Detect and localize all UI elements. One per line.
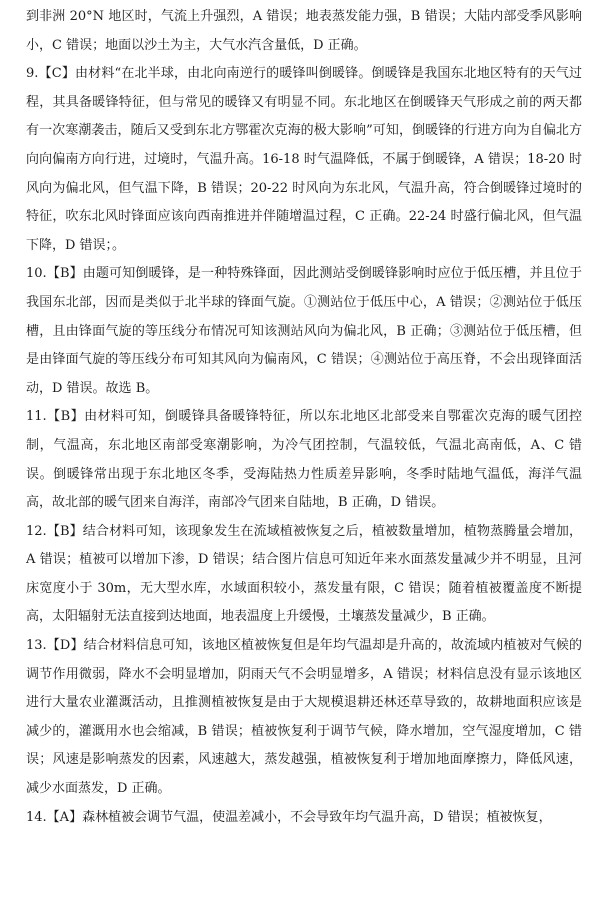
answer-paragraph-q13: 13.【D】结合材料信息可知，该地区植被恢复但是年均气温却是升高的，故流域内植被对气候的调节作用微弱，降水不会明显增加，阴雨天气不会明显增多，A 错误；材料信息没有显示该地区进行大量农业灌溉活动，且推测植被恢复是由于大规模退耕还林还草导致的，故耕地面积应该是减少的，灌溉用水也会缩减，B 错误；植被恢复利于调节气候，降水增加，空气湿度增加，C 错误；风速是影响蒸发的因素，风速越大，蒸发越强，植被恢复利于增加地面摩擦力，降低风速，减少水面蒸发，D 正确。 <box>26 638 582 797</box>
answer-paragraph-q14: 14.【A】森林植被会调节气温，使温差减小，不会导致年均气温升高，D 错误；植被恢复， <box>26 809 552 825</box>
answer-paragraph-q12: 12.【B】结合材料可知，该现象发生在流域植被恢复之后，植被数量增加，植物蒸腾量会增加，A 错误；植被可以增加下渗，D 错误；结合图片信息可知近年来水面蒸发量减少并不明显，且河床宽度小于 30m，无大型水库，水域面积较小，蒸发量有限，C 错误；随着植被覆盖度不断提高，太阳辐射无法直接到达地面，地表温度上升缓慢，土壤蒸发量减少，B 正确。 <box>26 523 582 625</box>
answer-paragraph-q9: 9.【C】由材料“在北半球，由北向南逆行的暖锋叫倒暖锋。倒暖锋是我国东北地区特有的天气过程，其具备暖锋特征，但与常见的暖锋又有明显不同。东北地区在倒暖锋天气形成之前的两天都有一次寒潮袭击，随后又受到东北方鄂霍次克海的极大影响”可知，倒暖锋的行进方向为自偏北方向向偏南方向行进，过境时，气温升高。16-18 时气温降低，不属于倒暖锋，A 错误；18-20 时风向为偏北风，但气温下降，B 错误；20-22 时风向为东北风，气温升高，符合倒暖锋过境时的特征，吹东北风时锋面应该向西南推进并伴随增温过程，C 正确。22-24 时盛行偏北风，但气温下降，D 错误；。 <box>26 66 582 253</box>
answer-paragraph-continued: 到非洲 20°N 地区时，气流上升强烈，A 错误；地表蒸发能力强，B 错误；大陆内部受季风影响小，C 错误；地面以沙土为主，大气水汽含量低，D 正确。 <box>26 9 582 53</box>
answer-paragraph-q11: 11.【B】由材料可知，倒暖锋具备暖锋特征，所以东北地区北部受来自鄂霍次克海的暖气团控制，气温高，东北地区南部受寒潮影响，为冷气团控制，气温较低，气温北高南低，A、C 错误。倒暖锋常出现于东北地区冬季，受海陆热力性质差异影响，冬季时陆地气温低，海洋气温高，故北部的暖气团来自海洋，南部冷气团来自陆地，B 正确，D 错误。 <box>26 409 582 511</box>
answer-paragraph-q10: 10.【B】由题可知倒暖锋，是一种特殊锋面，因此测站受倒暖锋影响时应位于低压槽，并且位于我国东北部，因而是类似于北半球的锋面气旋。①测站位于低压中心，A 错误；②测站位于低压槽，且由锋面气旋的等压线分布情况可知该测站风向为偏北风，B 正确；③测站位于低压槽，但是由锋面气旋的等压线分布可知其风向为偏南风，C 错误；④测站位于高压脊，不会出现锋面活动，D 错误。故选 B。 <box>26 266 582 396</box>
